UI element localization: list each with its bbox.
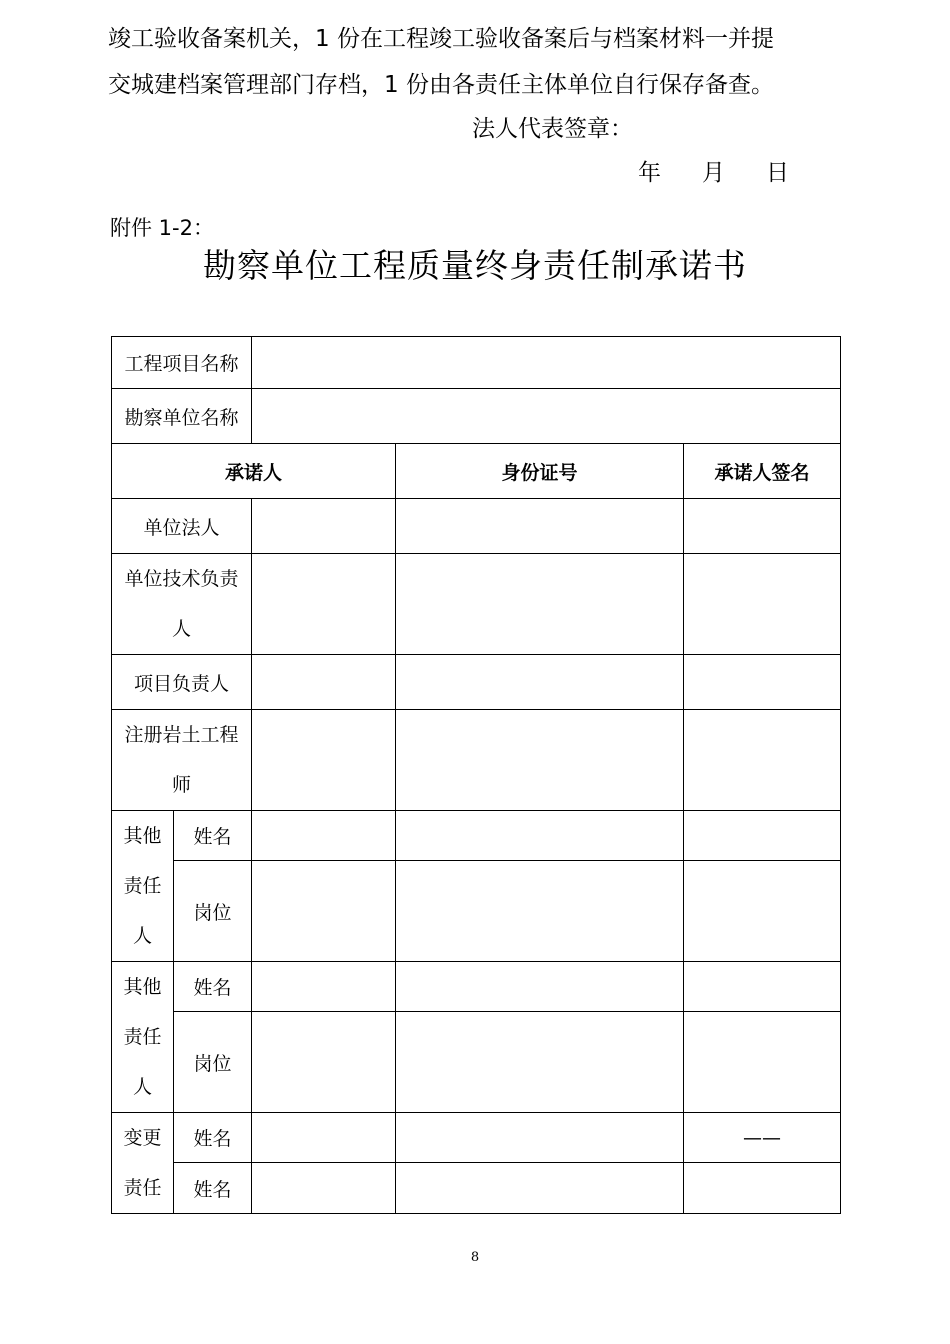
other-2-position-label: 岗位 <box>174 1012 252 1113</box>
change-2-name-label: 姓名 <box>174 1163 252 1214</box>
survey-unit-field[interactable] <box>252 389 841 444</box>
dash-mark: —— <box>743 1126 782 1149</box>
change-1-signature-cell <box>684 1113 841 1163</box>
date-month: 月 <box>702 160 725 186</box>
geo-engineer-signature-field[interactable] <box>684 710 841 811</box>
header-signature: 承诺人签名 <box>684 444 841 499</box>
legal-person-id-field[interactable] <box>396 499 684 554</box>
other-responsible-label-2: 其他责任人 <box>112 962 174 1113</box>
intro-line-2: 交城建档案管理部门存档，1 份由各责任主体单位自行保存备查。 <box>108 72 774 98</box>
change-2-signature-field[interactable] <box>684 1163 841 1214</box>
other-2-signature-field[interactable] <box>684 962 841 1012</box>
annex-label: 附件 1-2： <box>110 216 214 240</box>
other-1-position-label: 岗位 <box>174 861 252 962</box>
tech-lead-label: 单位技术负责人 <box>112 554 252 655</box>
change-2-id-field[interactable] <box>396 1163 684 1214</box>
project-name-label: 工程项目名称 <box>112 337 252 389</box>
change-1-id-field[interactable] <box>396 1113 684 1163</box>
commitment-form <box>111 336 841 1214</box>
page-number: 8 <box>470 1250 480 1265</box>
legal-person-name-field[interactable] <box>252 499 396 554</box>
other-2-name-field[interactable] <box>252 962 396 1012</box>
change-responsible-label: 变更责任 <box>112 1113 174 1214</box>
date-year: 年 <box>638 160 661 186</box>
document-title: 勘察单位工程质量终身责任制承诺书 <box>203 246 747 285</box>
tech-lead-name-field[interactable] <box>252 554 396 655</box>
survey-unit-label: 勘察单位名称 <box>112 389 252 444</box>
tech-lead-id-field[interactable] <box>396 554 684 655</box>
project-lead-label: 项目负责人 <box>112 655 252 710</box>
date-day: 日 <box>766 160 789 186</box>
header-id-number: 身份证号 <box>396 444 684 499</box>
other-1-signature-field[interactable] <box>684 811 841 861</box>
geo-engineer-name-field[interactable] <box>252 710 396 811</box>
change-2-name-field[interactable] <box>252 1163 396 1214</box>
tech-lead-signature-field[interactable] <box>684 554 841 655</box>
project-lead-signature-field[interactable] <box>684 655 841 710</box>
other-2-position-signature-field[interactable] <box>684 1012 841 1113</box>
intro-line-1: 竣工验收备案机关，1 份在工程竣工验收备案后与档案材料一并提 <box>108 26 774 52</box>
other-1-name-label: 姓名 <box>174 811 252 861</box>
other-2-id-field[interactable] <box>396 962 684 1012</box>
other-1-position-field[interactable] <box>252 861 396 962</box>
header-promisor: 承诺人 <box>112 444 396 499</box>
project-lead-name-field[interactable] <box>252 655 396 710</box>
project-name-field[interactable] <box>252 337 841 389</box>
other-1-position-signature-field[interactable] <box>684 861 841 962</box>
change-1-name-field[interactable] <box>252 1113 396 1163</box>
other-2-name-label: 姓名 <box>174 962 252 1012</box>
other-2-position-field[interactable] <box>252 1012 396 1113</box>
other-1-position-id-field[interactable] <box>396 861 684 962</box>
legal-person-signature-field[interactable] <box>684 499 841 554</box>
project-lead-id-field[interactable] <box>396 655 684 710</box>
signature-label: 法人代表签章： <box>472 116 633 142</box>
other-1-id-field[interactable] <box>396 811 684 861</box>
other-1-name-field[interactable] <box>252 811 396 861</box>
change-1-name-label: 姓名 <box>174 1113 252 1163</box>
legal-person-label: 单位法人 <box>112 499 252 554</box>
other-responsible-label-1: 其他责任人 <box>112 811 174 962</box>
geo-engineer-id-field[interactable] <box>396 710 684 811</box>
other-2-position-id-field[interactable] <box>396 1012 684 1113</box>
geo-engineer-label: 注册岩土工程师 <box>112 710 252 811</box>
